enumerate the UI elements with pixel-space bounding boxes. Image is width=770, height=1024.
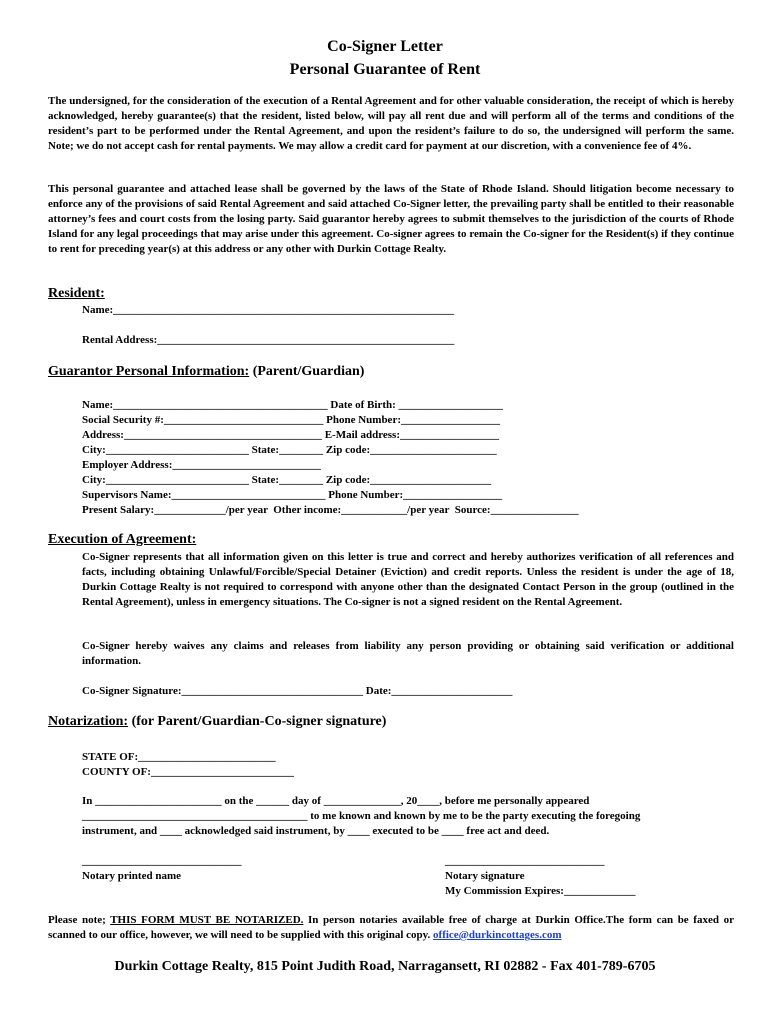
intro-paragraph-2: This personal guarantee and attached lease shall be governed by the laws of the State of Rhode Island. Should litigation become necessary to enforce any of the provisions of said Rental Agreement and said attached Co-Signer letter, the prevailing party shall be entitled to their reasonable attorney’s fees and court costs from the losing party. Said guarantor hereby agrees to submit themselves to the jurisdiction of the courts of Rhode Island for any legal proceedings that may arise under this agreement. Co-signer agrees to remain the Co-signer for the Resident(s) if they continue to rent for preceding year(s) at this address or any other with Durkin Cottage Realty. (48, 183, 734, 255)
state-of-field[interactable]: STATE OF:_________________________ (82, 751, 276, 763)
salary-income-fields[interactable]: Present Salary:_____________/per year Other income:____________/per year Source:________________ (82, 504, 579, 516)
guarantor-name-dob-fields[interactable]: Name:_______________________________________ Date of Birth: ___________________ (82, 399, 504, 411)
guarantor-ssn-phone-fields[interactable]: Social Security #:_____________________________ Phone Number:__________________ (82, 414, 500, 426)
resident-name-field[interactable]: Name:______________________________________________________________ (82, 304, 455, 316)
document-title: Co-Signer Letter (327, 38, 443, 55)
notary-signature-label: Notary signature (445, 870, 525, 882)
note-prefix: Please note; (48, 914, 111, 926)
notarization-heading-note: (for Parent/Guardian-Co-signer signature) (128, 714, 387, 729)
execution-paragraph-1: Co-Signer represents that all information given on this letter is true and correct and hereby authorizes verification of all references and facts, including obtaining Unlawful/Forcible/Special Detainer (Eviction) and credit reports. Unless the resident is under the age of 18, Durkin Cottage Realty is not required to correspond with anyone other than the designated Contact Person in the group (outlined in the Rental Agreement), unless in emergency situations. The Co-signer is not a signed resident on the Rental Agreement. (82, 551, 734, 608)
resident-heading-label: Resident: (48, 286, 105, 301)
notarization-heading (48, 714, 386, 730)
office-email-link[interactable]: office@durkincottages.com (433, 929, 562, 941)
guarantor-heading-label: Guarantor Personal Information: (48, 364, 250, 379)
notary-printed-name-field[interactable]: _____________________________ (82, 855, 242, 867)
county-of-field[interactable]: COUNTY OF:__________________________ (82, 766, 294, 778)
footer-address: Durkin Cottage Realty, 815 Point Judith Road, Narragansett, RI 02882 - Fax 401-789-6705 (114, 959, 656, 974)
notary-signature-field[interactable]: _____________________________ (445, 855, 605, 867)
resident-heading (48, 286, 105, 302)
notarization-heading-label: Notarization: (48, 714, 129, 729)
execution-paragraph-2: Co-Signer hereby waives any claims and releases from liability any person providing or obtaining said verification or additional information. (82, 640, 734, 667)
execution-heading (48, 532, 196, 548)
commission-expires-field[interactable]: My Commission Expires:_____________ (445, 885, 636, 897)
note-emphasis: THIS FORM MUST BE NOTARIZED. (110, 914, 304, 926)
employer-city-state-zip-fields[interactable]: City:__________________________ State:________ Zip code:______________________ (82, 474, 492, 486)
notarization-note (48, 913, 734, 943)
intro-paragraph-1: The undersigned, for the consideration of the execution of a Rental Agreement and for other valuable consideration, the receipt of which is hereby acknowledged, hereby guarantee(s) that the resident, listed below, will pay all rent due and will perform all of the terms and conditions of the resident’s part to be performed under the Rental Agreement, and upon the resident’s failure to do so, the undersigned will perform the same. Note; we do not accept cash for rental payments. We may allow a credit card for payment at our discretion, with a convenience fee of 4%. (48, 95, 734, 152)
rental-address-field[interactable]: Rental Address:______________________________________________________ (82, 334, 455, 346)
co-signer-signature-date-fields[interactable]: Co-Signer Signature:_________________________________ Date:______________________ (82, 685, 513, 697)
guarantor-heading (48, 364, 364, 380)
guarantor-heading-note: (Parent/Guardian) (249, 364, 365, 379)
note-body: In person notaries available free of charge at Durkin Office.The form can be faxed or scanned to our office, however, we will need to be supplied with this original copy. (48, 914, 734, 941)
guarantor-address-email-fields[interactable]: Address:____________________________________ E-Mail address:__________________ (82, 429, 499, 441)
employer-address-field[interactable]: Employer Address:___________________________ (82, 459, 321, 471)
notary-known-line[interactable]: _________________________________________ to me known and known by me to be the party executing the foregoing (82, 810, 641, 822)
notary-printed-name-label: Notary printed name (82, 870, 181, 882)
execution-heading-label: Execution of Agreement: (48, 532, 197, 547)
document-subtitle: Personal Guarantee of Rent (289, 61, 481, 78)
supervisor-phone-fields[interactable]: Supervisors Name:____________________________ Phone Number:__________________ (82, 489, 503, 501)
notary-appearance-line[interactable]: In _______________________ on the ______ day of ______________, 20____, before me personally appeared (82, 795, 590, 807)
notary-instrument-line[interactable]: instrument, and ____ acknowledged said instrument, by ____ executed to be ____ free act and deed. (82, 825, 550, 837)
guarantor-city-state-zip-fields[interactable]: City:__________________________ State:________ Zip code:_______________________ (82, 444, 497, 456)
